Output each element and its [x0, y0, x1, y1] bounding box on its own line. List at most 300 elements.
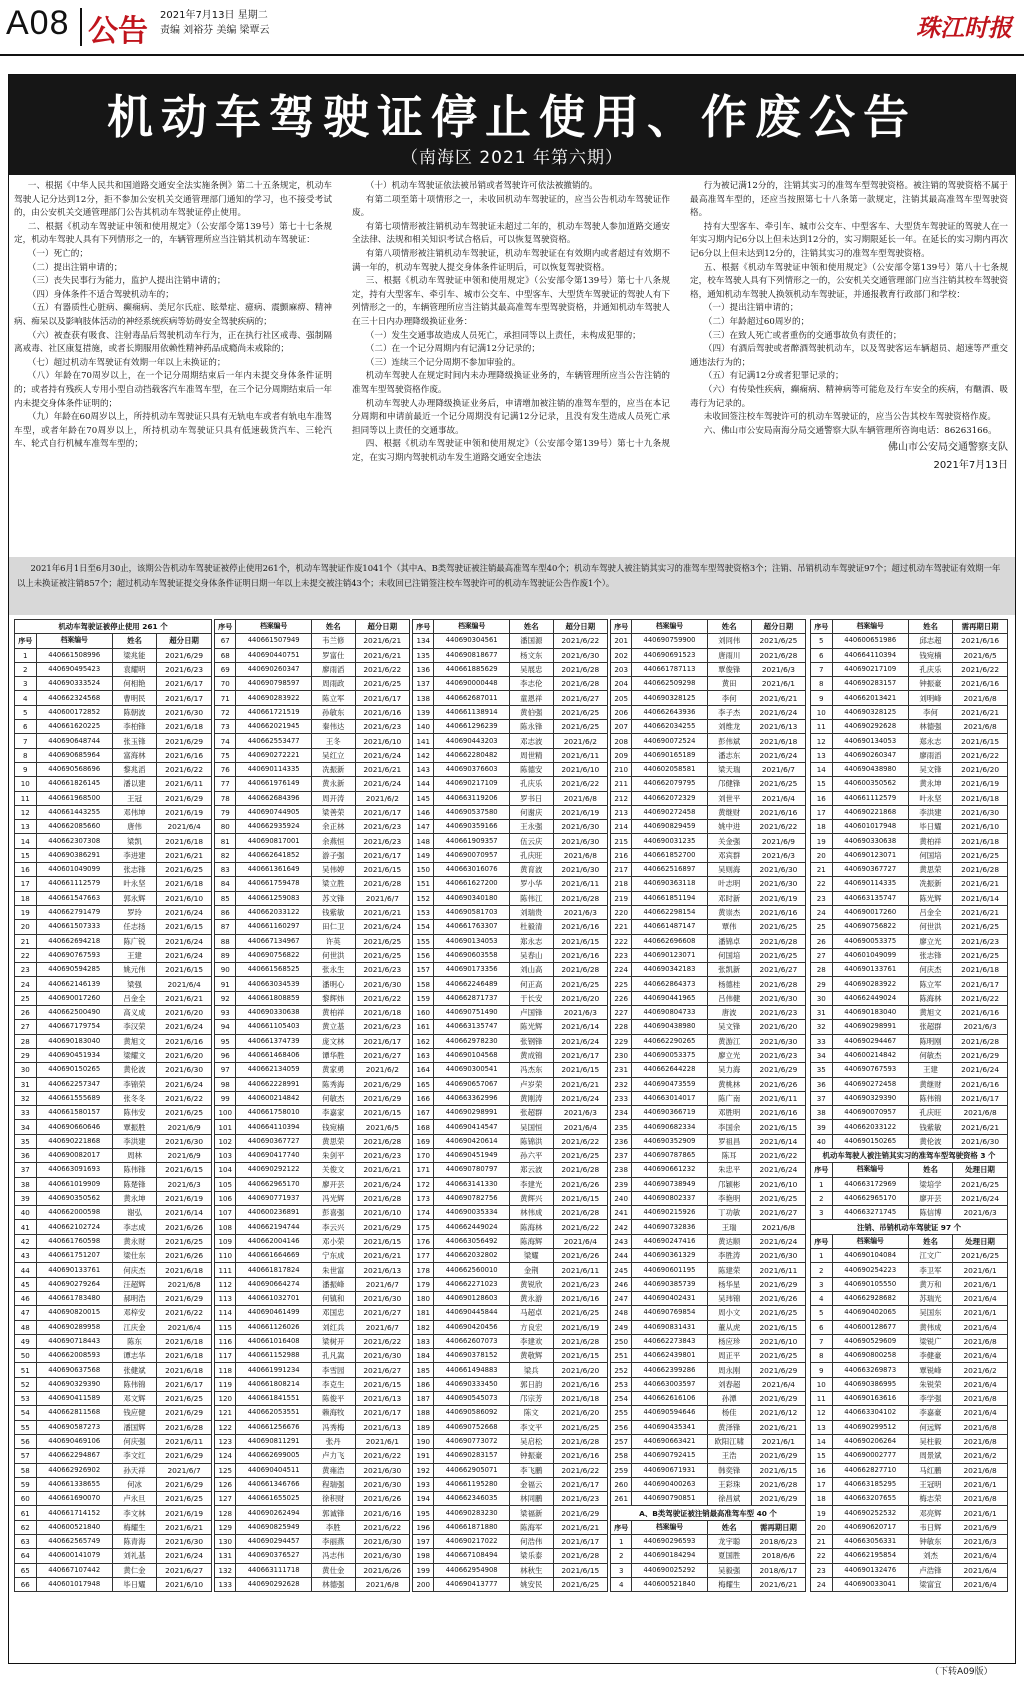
table-row [611, 891, 806, 905]
table-cell: 440661105403 [236, 1020, 311, 1034]
table-cell: 440661016408 [236, 1334, 311, 1348]
table-cell: 156 [413, 948, 434, 962]
table-cell: 吴文锋 [707, 1020, 751, 1034]
table-cell: 陈永锋 [509, 720, 553, 734]
table-cell: 邝健锋 [707, 777, 751, 791]
table-row [413, 1520, 608, 1534]
table-cell: 8 [15, 748, 37, 762]
table-cell: 2018/6/6 [751, 1549, 805, 1563]
table-cell: 2021/6/25 [157, 1492, 212, 1506]
table-cell: 档案编号 [36, 634, 112, 648]
table-cell: 98 [215, 1077, 236, 1091]
table-cell: 440667108494 [434, 1549, 509, 1563]
table-cell: 248 [611, 1306, 632, 1320]
table-row [215, 1063, 410, 1077]
table-cell: 2021/6/21 [953, 705, 1008, 719]
table-row [215, 1563, 410, 1577]
table-cell: 440690771937 [236, 1191, 311, 1205]
table-cell: 李子杰 [707, 705, 751, 719]
table-cell: 2021/6/20 [553, 1406, 607, 1420]
table-cell: 2021/6/10 [355, 734, 409, 748]
table-cell: 伍云庆 [509, 834, 553, 848]
table-cell: 65 [15, 1563, 37, 1577]
table-cell: 440690217109 [434, 777, 509, 791]
table-cell: 陈伟锦 [112, 1377, 156, 1391]
table-cell: 黄桃林 [707, 1077, 751, 1091]
table-cell: 440690451949 [434, 1148, 509, 1162]
table-cell: 2021/6/22 [751, 1148, 805, 1162]
table-cell: 6 [15, 720, 37, 734]
table-row [15, 1520, 212, 1534]
table-cell: 陈光辉 [509, 1020, 553, 1034]
table-row [215, 1220, 410, 1234]
table-cell: 179 [413, 1277, 434, 1291]
table-row [215, 1363, 410, 1377]
table-cell: 440690298991 [434, 1106, 509, 1120]
table-cell: 40 [811, 1134, 833, 1148]
table-cell: 于长安 [509, 991, 553, 1005]
table-row [413, 1134, 608, 1148]
table-cell: 李锦荣 [112, 1077, 156, 1091]
table-cell: 2021/6/18 [157, 1263, 212, 1277]
table-cell: 吕伟健 [707, 991, 751, 1005]
table-cell: 234 [611, 1106, 632, 1120]
table-cell: 2018/6/17 [751, 1563, 805, 1577]
table-cell: 17 [15, 877, 37, 891]
table-row [15, 905, 212, 919]
table-cell: 118 [215, 1363, 236, 1377]
table-cell: 黎辉炜 [311, 991, 355, 1005]
table-cell: 440662696608 [632, 934, 707, 948]
table-cell: 8 [811, 677, 833, 691]
table-cell: 208 [611, 734, 632, 748]
table-cell: 104 [215, 1163, 236, 1177]
table-row [15, 934, 212, 948]
table-cell: 440662032802 [434, 1249, 509, 1263]
table-row [15, 1277, 212, 1291]
table-cell: 440690283230 [434, 1506, 509, 1520]
table-cell: 31 [15, 1077, 37, 1091]
table-cell: 113 [215, 1291, 236, 1305]
table-cell: 2021/6/17 [355, 1034, 409, 1048]
table-row [215, 991, 410, 1005]
table-cell: 宁东成 [311, 1249, 355, 1263]
table-row [611, 1577, 806, 1591]
table-cell: 何世洪 [311, 948, 355, 962]
table-cell: 2021/6/16 [751, 805, 805, 819]
table-cell: 440690376603 [434, 762, 509, 776]
table-cell: 何镇和 [311, 1291, 355, 1305]
table-cell: 2021/6/21 [157, 848, 212, 862]
table-cell: 2021/6/3 [953, 1206, 1008, 1220]
table-cell: 239 [611, 1177, 632, 1191]
table-cell: 2021/6/16 [953, 634, 1008, 648]
table-cell: 9 [811, 691, 833, 705]
table-row [611, 1191, 806, 1205]
table-cell: 2021/6/17 [157, 691, 212, 705]
table-cell: 邝颖彬 [707, 1177, 751, 1191]
table-cell: 2021/6/30 [553, 863, 607, 877]
table-row [611, 720, 806, 734]
table-cell: 2021/6/29 [953, 1048, 1008, 1062]
table-row [215, 1506, 410, 1520]
table-cell: 231 [611, 1063, 632, 1077]
table-row [215, 1148, 410, 1162]
table-row [811, 662, 1008, 676]
table-cell: 苏瑞光 [908, 1291, 952, 1305]
table-row [611, 1477, 806, 1491]
table-cell: 刘明峰 [908, 691, 952, 705]
table-cell: 冯杰东 [509, 1063, 553, 1077]
table-cell: 24 [811, 905, 833, 919]
table-cell: 任志扬 [112, 920, 156, 934]
table-cell: 2021/6/1 [953, 1306, 1008, 1320]
table-row [611, 648, 806, 662]
table-cell: 2021/6/5 [953, 648, 1008, 662]
table-cell: 梁福新 [509, 1506, 553, 1520]
table-cell: 187 [413, 1392, 434, 1406]
table-row [15, 1263, 212, 1277]
table-cell: 25 [15, 991, 37, 1005]
table-cell: 217 [611, 863, 632, 877]
table-cell: 2021/6/18 [953, 834, 1008, 848]
table-cell: 440690780797 [434, 1163, 509, 1177]
table-row [413, 1406, 608, 1420]
table-cell: 2021/6/8 [953, 1392, 1008, 1406]
table-row [215, 677, 410, 691]
table-cell: 440662346035 [434, 1492, 509, 1506]
table-cell: 廖立光 [707, 1048, 751, 1062]
table-row [413, 1306, 608, 1320]
table-cell: 2021/6/27 [751, 963, 805, 977]
table-cell: 2021/6/19 [157, 1191, 212, 1205]
table-cell: 关俊文 [311, 1163, 355, 1177]
table-cell: 黄立基 [311, 1020, 355, 1034]
table-cell: 2021/6/25 [553, 720, 607, 734]
table-cell: 彭伟斌 [707, 734, 751, 748]
table-cell: 440662298154 [632, 905, 707, 919]
table-cell: 258 [611, 1449, 632, 1463]
table-cell: 2 [811, 1191, 833, 1205]
table-row [611, 1535, 806, 1549]
table-cell: 吴玮锦 [707, 1291, 751, 1305]
table-row [15, 1463, 212, 1477]
table-row [215, 920, 410, 934]
table-cell: 30 [15, 1063, 37, 1077]
table-row [413, 1449, 608, 1463]
table-cell: 440661338655 [36, 1477, 112, 1491]
table-cell: 冼振新 [311, 762, 355, 776]
table-row [15, 1291, 212, 1305]
table-cell: 136 [413, 662, 434, 676]
table-cell: 覃伟 [707, 920, 751, 934]
table-cell: 440662687011 [434, 691, 509, 705]
table-cell: 韩奕锋 [707, 1463, 751, 1477]
table-row [215, 848, 410, 862]
table-cell: 59 [15, 1477, 37, 1491]
table-cell: 李胜涛 [707, 1249, 751, 1263]
table-cell: 5 [811, 1306, 833, 1320]
page-number: A08 [6, 4, 70, 42]
table-cell: 11 [811, 720, 833, 734]
table-cell: 2021/6/4 [953, 1377, 1008, 1391]
table-cell: 2021/6/30 [553, 648, 607, 662]
table-cell: 档案编号 [832, 1234, 908, 1248]
table-cell: 2021/6/25 [553, 977, 607, 991]
table-cell: 2021/6/21 [553, 1077, 607, 1091]
table-cell: 68 [215, 648, 236, 662]
table-cell: 叶永坚 [112, 877, 156, 891]
table-cell: 440690165189 [632, 748, 707, 762]
table-cell: 440662257347 [36, 1077, 112, 1091]
table-cell: 2021/6/28 [553, 1163, 607, 1177]
table-cell: 440662509298 [632, 677, 707, 691]
table-cell: 梁凯 [112, 834, 156, 848]
table-cell: 50 [15, 1349, 37, 1363]
table-cell: 黄泽锋 [707, 1420, 751, 1434]
newspaper-logo: 珠江时报 [916, 13, 1012, 42]
table-cell: 127 [215, 1492, 236, 1506]
table-cell: 郑永志 [908, 734, 952, 748]
table-cell: 2021/6/23 [953, 934, 1008, 948]
table-cell: 2021/6/1 [953, 1277, 1008, 1291]
table-cell: 10 [15, 777, 37, 791]
table-cell: 卢力飞 [311, 1449, 355, 1463]
body-paragraph: （一）死亡的； [27, 248, 88, 259]
table-row [611, 991, 806, 1005]
table-cell: 440662399286 [632, 1363, 707, 1377]
table-cell: 潘明心 [311, 977, 355, 991]
table-row [811, 1406, 1008, 1420]
table-cell: 440690438980 [832, 762, 908, 776]
table-cell: 2021/6/28 [355, 877, 409, 891]
table-cell: 姓名 [112, 634, 156, 648]
table-cell: 梁锐广 [908, 1334, 952, 1348]
table-cell: 440690283157 [434, 1449, 509, 1463]
table-cell: 3 [15, 677, 37, 691]
table-cell: 覃俊锋 [707, 662, 751, 676]
table-cell: 440662905071 [434, 1463, 509, 1477]
table-cell: 2021/6/1 [751, 677, 805, 691]
table-cell: 2021/6/8 [751, 1220, 805, 1234]
table-row [811, 1120, 1008, 1134]
table-row [15, 805, 212, 819]
table-cell: 李志成 [112, 1220, 156, 1234]
table-cell: 125 [215, 1463, 236, 1477]
table-cell: 440690537580 [434, 805, 509, 819]
table-cell: 440662134059 [236, 1063, 311, 1077]
table-cell: 陈明刚 [908, 1034, 952, 1048]
table-row [413, 691, 608, 705]
table-cell: 孙天祥 [112, 1463, 156, 1477]
table-cell: 440661508996 [36, 648, 112, 662]
table-cell: 440661507949 [236, 634, 311, 648]
table-cell: 440690134053 [434, 934, 509, 948]
table-cell: 钱紫敏 [908, 1120, 952, 1134]
body-paragraph: 六、佛山市公安局南海分局交通警察大队车辆管理所咨询电话：86263166。 [703, 425, 997, 436]
table-cell: 440661507333 [36, 920, 112, 934]
table-row [215, 1020, 410, 1034]
table-cell: 440690163616 [832, 1392, 908, 1406]
table-row [215, 1420, 410, 1434]
table-cell: 440690404511 [236, 1463, 311, 1477]
table-cell: 23 [811, 1563, 833, 1577]
table-cell: 2021/6/17 [553, 1048, 607, 1062]
continued-note: （下转A09版） [930, 1667, 993, 1677]
table-row [215, 1463, 410, 1477]
table-cell: 440690400263 [632, 1477, 707, 1491]
table-cell: 姚安民 [509, 1577, 553, 1591]
table-exp-5 [810, 619, 1008, 1592]
table-cell: 刘维龙 [707, 720, 751, 734]
table-cell: 18 [811, 820, 833, 834]
table-cell: 罗书日 [509, 791, 553, 805]
table-cell: 2021/6/27 [355, 1363, 409, 1377]
table-cell: 440661160297 [236, 920, 311, 934]
table-row [15, 1377, 212, 1391]
table-cell: 440662928682 [832, 1291, 908, 1305]
table-cell: 109 [215, 1234, 236, 1248]
table-cell: 金荆 [509, 1263, 553, 1277]
table-cell: 256 [611, 1420, 632, 1434]
table-cell: 方良宏 [509, 1320, 553, 1334]
table-cell: 17 [811, 1477, 833, 1491]
table-cell: 2021/6/13 [751, 720, 805, 734]
table-row [15, 1492, 212, 1506]
table-row [811, 1506, 1008, 1520]
table-cell: 261 [611, 1492, 632, 1506]
table-cell: 91 [215, 977, 236, 991]
body-paragraph: 机动车驾驶人办理降级换证业务后，申请增加被注销的准驾车型的，应当在本记分周期和申请前最近一个记分周期没有记满12分记录，且没有发生造成人员死亡承担同等以上责任的交通事故。 [352, 398, 670, 436]
table-row [215, 648, 410, 662]
table-cell: 38 [811, 1106, 833, 1120]
table-cell: 29 [811, 977, 833, 991]
table-cell: 2021/6/29 [157, 1449, 212, 1463]
table-cell: 440663135747 [434, 1020, 509, 1034]
issue-meta [160, 8, 270, 38]
table-cell: 姚元伟 [112, 963, 156, 977]
body-paragraph: （十）机动车驾驶证依法被吊销或者驾驶许可依法被撤销的。 [365, 181, 598, 191]
table-cell: 王建 [908, 1063, 952, 1077]
table-cell: 2021/6/25 [751, 948, 805, 962]
table-cell: 216 [611, 848, 632, 862]
table-cell: 440601017948 [832, 820, 908, 834]
table-row [15, 1477, 212, 1491]
table-cell: 序号 [215, 620, 236, 634]
table-cell: 100 [215, 1106, 236, 1120]
table-row [215, 777, 410, 791]
table-row [811, 863, 1008, 877]
table-cell: 潘志东 [707, 748, 751, 762]
table-cell: 96 [215, 1048, 236, 1062]
table-cell: 440690811291 [236, 1434, 311, 1448]
table-row [215, 863, 410, 877]
table-cell: 15 [811, 1449, 833, 1463]
table-cell: 154 [413, 920, 434, 934]
table-cell: 朱锐荣 [908, 1377, 952, 1391]
table-cell: 张凯新 [707, 963, 751, 977]
table-row [413, 1234, 608, 1248]
table-cell: 440690272458 [632, 805, 707, 819]
table-cell: 2021/6/15 [751, 1120, 805, 1134]
summary-box [9, 557, 1015, 615]
table-cell: 440662449024 [832, 991, 908, 1005]
table-row [15, 791, 212, 805]
table-cell: 24 [811, 1577, 833, 1591]
table-cell: 178 [413, 1263, 434, 1277]
table-cell: 余正林 [311, 820, 355, 834]
table-cell: 440690292628 [832, 720, 908, 734]
table-row [15, 648, 212, 662]
table-cell: 梁富宜 [908, 1577, 952, 1591]
table-cell: 王彩珠 [707, 1477, 751, 1491]
table-cell: 440690756822 [832, 920, 908, 934]
table-cell: 440690420456 [434, 1320, 509, 1334]
table-row [611, 1377, 806, 1391]
table-cell: 166 [413, 1091, 434, 1105]
table-cell: 440661620225 [36, 720, 112, 734]
table-cell: 188 [413, 1406, 434, 1420]
table-cell: 2021/6/25 [751, 1191, 805, 1205]
table-cell: 2021/6/13 [355, 1420, 409, 1434]
table-cell: 440663362996 [434, 1091, 509, 1105]
table-cell: 2021/6/24 [953, 1063, 1008, 1077]
table-cell: 2021/6/18 [157, 1334, 212, 1348]
table-row [15, 1220, 212, 1234]
table-cell: 2021/6/30 [355, 1349, 409, 1363]
signature: 佛山市公安局交通警察支队 [888, 442, 1008, 454]
table-cell: 11 [15, 791, 37, 805]
table-cell: 黄达顺 [707, 1234, 751, 1248]
table-cell: 440690292122 [236, 1163, 311, 1177]
table-cell: 115 [215, 1320, 236, 1334]
table-cell: 序号 [611, 1520, 632, 1534]
table-cell: 184 [413, 1349, 434, 1363]
table-row [413, 834, 608, 848]
table-cell: 440690443203 [434, 734, 509, 748]
table-row [413, 963, 608, 977]
table-cell: 144 [413, 777, 434, 791]
table-cell: 260 [611, 1477, 632, 1491]
table-cell: 郭日韵 [509, 1377, 553, 1391]
table-cell: 440661112579 [832, 791, 908, 805]
table-cell: 2021/6/16 [553, 948, 607, 962]
table-row [15, 1020, 212, 1034]
table-row [413, 1206, 608, 1220]
table-row [15, 1063, 212, 1077]
table-cell: 440690329390 [832, 1091, 908, 1105]
table-cell: 何世洪 [908, 920, 952, 934]
table-row [413, 1434, 608, 1448]
masthead [0, 0, 1024, 56]
table-cell: 杨应珍 [707, 1334, 751, 1348]
table-cell: 档案编号 [434, 620, 509, 634]
table-cell: 10 [811, 705, 833, 719]
table-cell: 440690300541 [434, 1063, 509, 1077]
table-cell: 2021/6/2 [953, 1449, 1008, 1463]
table-cell: 440690072524 [632, 734, 707, 748]
table-cell: 2021/6/28 [553, 662, 607, 676]
table-cell: 郑云波 [509, 1163, 553, 1177]
table-cell: 叶永坚 [908, 791, 952, 805]
table-cell: 44 [15, 1263, 37, 1277]
table-cell: 440690350562 [36, 1191, 112, 1205]
table-row [15, 748, 212, 762]
table-cell: 潘国辉 [112, 1420, 156, 1434]
table-cell: 2021/6/25 [553, 705, 607, 719]
table-cell: 2021/6/10 [751, 1334, 805, 1348]
table-cell: 黄敬辉 [509, 1349, 553, 1363]
